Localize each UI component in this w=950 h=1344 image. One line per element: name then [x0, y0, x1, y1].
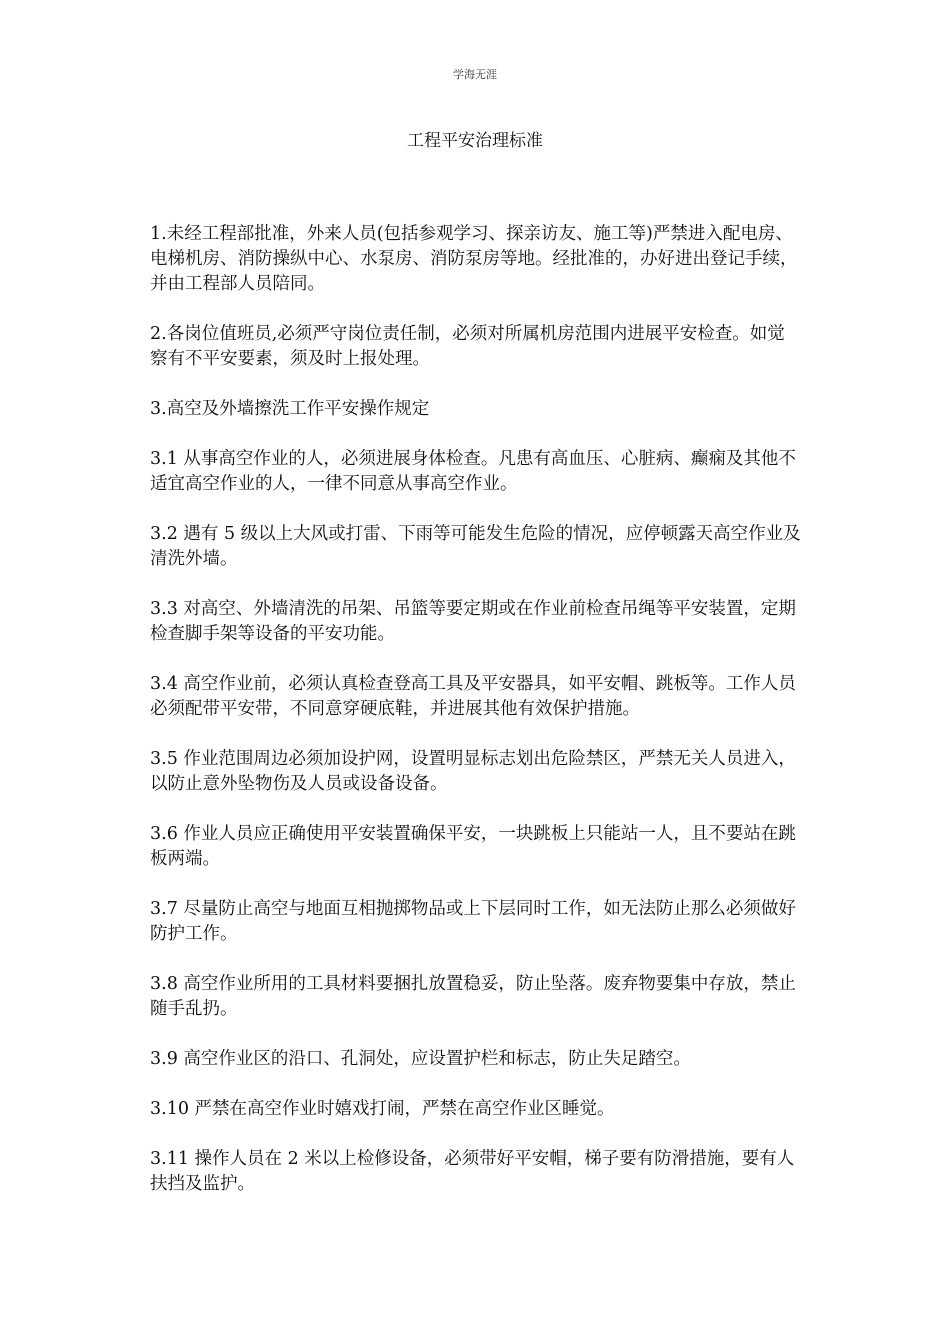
paragraph-3-7: 3.7 尽量防止高空与地面互相抛掷物品或上下层同时工作，如无法防止那么必须做好防护工作。 [150, 899, 796, 944]
paragraph-3-9: 3.9 高空作业区的沿口、孔洞处，应设置护栏和标志，防止失足踏空。 [150, 1049, 691, 1069]
section-heading-3: 3.高空及外墙擦洗工作平安操作规定 [150, 399, 430, 419]
paragraph-3-6: 3.6 作业人员应正确使用平安装置确保平安，一块跳板上只能站一人，且不要站在跳板两端。 [150, 824, 796, 869]
paragraph-3-4: 3.4 高空作业前，必须认真检查登高工具及平安器具，如平安帽、跳板等。工作人员必须配带平安带，不同意穿硬底鞋，并进展其他有效保护措施。 [150, 674, 796, 719]
paragraph-2: 2.各岗位值班员,必须严守岗位责任制，必须对所属机房范围内进展平安检查。如觉察有不平安要素，须及时上报处理。 [150, 324, 785, 369]
paragraph-1: 1.未经工程部批准，外来人员(包括参观学习、探亲访友、施工等)严禁进入配电房、电梯机房、消防操纵中心、水泵房、消防泵房等地。经批准的，办好进出登记手续，并由工程部人员陪同。 [150, 224, 798, 294]
paragraph-3-1: 3.1 从事高空作业的人，必须进展身体检查。凡患有高血压、心脏病、癫痫及其他不适宜高空作业的人，一律不同意从事高空作业。 [150, 449, 796, 494]
page-header: 学海无涯 [453, 68, 497, 81]
paragraph-3-5: 3.5 作业范围周边必须加设护网，设置明显标志划出危险禁区，严禁无关人员进入，以防止意外坠物伤及人员或设备设备。 [150, 749, 796, 794]
paragraph-3-8: 3.8 高空作业所用的工具材料要捆扎放置稳妥，防止坠落。废弃物要集中存放，禁止随手乱扔。 [150, 974, 796, 1019]
paragraph-3-3: 3.3 对高空、外墙清洗的吊架、吊篮等要定期或在作业前检查吊绳等平安装置，定期检查脚手架等设备的平安功能。 [150, 599, 796, 644]
paragraph-3-2: 3.2 遇有 5 级以上大风或打雷、下雨等可能发生危险的情况，应停顿露天高空作业及清洗外墙。 [150, 524, 801, 569]
paragraph-3-11: 3.11 操作人员在 2 米以上检修设备，必须带好平安帽，梯子要有防滑措施，要有人扶挡及监护。 [150, 1149, 795, 1194]
document-title: 工程平安治理标准 [407, 131, 543, 151]
paragraph-3-10: 3.10 严禁在高空作业时嬉戏打闹，严禁在高空作业区睡觉。 [150, 1099, 615, 1119]
document-body [150, 222, 802, 1222]
